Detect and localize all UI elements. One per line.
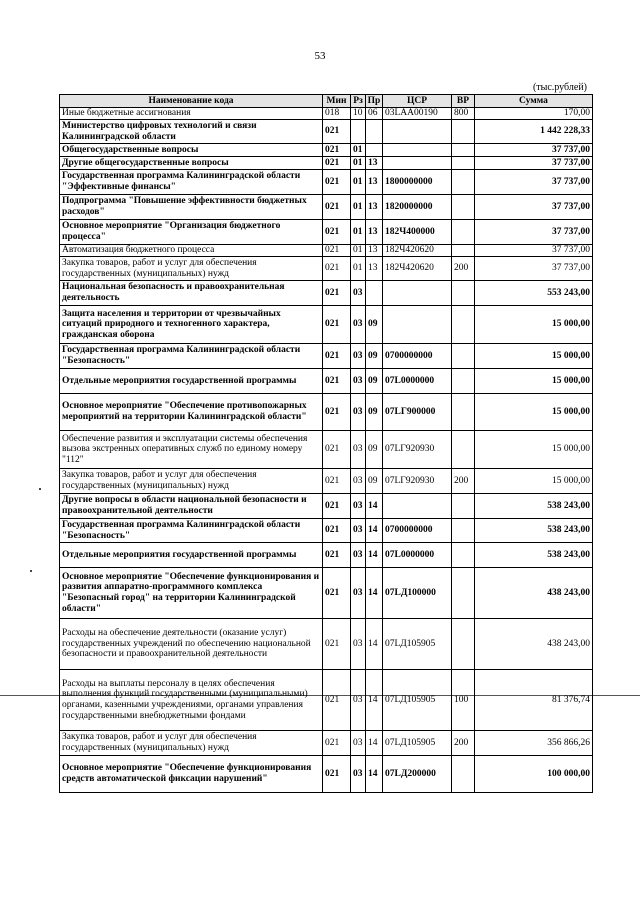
- header-name: Наименование кода: [60, 95, 323, 108]
- cell-pr: [366, 120, 383, 144]
- cell-pr: 13: [366, 245, 383, 257]
- cell-vr: [452, 157, 475, 170]
- cell-min: 021: [323, 568, 351, 619]
- cell-pr: 09: [366, 469, 383, 494]
- cell-csr: [383, 144, 452, 157]
- cell-name: Закупка товаров, работ и услуг для обеспечения государственных (муниципальных) нужд: [60, 731, 323, 756]
- cell-pr: [366, 281, 383, 306]
- cell-pr: 14: [366, 731, 383, 756]
- cell-name: Другие вопросы в области национальной безопасности и правоохранительной деятельности: [60, 494, 323, 519]
- cell-vr: [452, 195, 475, 220]
- cell-pr: 09: [366, 306, 383, 344]
- header-pr: Пр: [366, 95, 383, 108]
- table-row: [60, 157, 593, 170]
- cell-vr: 200: [452, 469, 475, 494]
- cell-rz: 03: [351, 394, 366, 431]
- cell-csr: 07LД105905: [383, 670, 452, 731]
- table-body: [60, 108, 593, 793]
- cell-csr: 182Ч420620: [383, 245, 452, 257]
- table-row: [60, 144, 593, 157]
- cell-rz: 01: [351, 195, 366, 220]
- cell-sum: 15 000,00: [475, 431, 593, 469]
- cell-name: Основное мероприятие "Обеспечение функционирования и развития аппаратно-программного комплекса "Безопасный город" на территории Калининградской области": [60, 568, 323, 619]
- cell-min: 021: [323, 245, 351, 257]
- cell-name: Расходы на обеспечение деятельности (оказание услуг) государственных учреждений по обеспечению национальной безопасности и правоохранительной деятельности: [60, 619, 323, 670]
- cell-pr: 14: [366, 670, 383, 731]
- table-row: [60, 619, 593, 670]
- cell-sum: 438 243,00: [475, 619, 593, 670]
- cell-rz: 03: [351, 369, 366, 394]
- page-number: 53: [314, 50, 326, 62]
- cell-sum: 538 243,00: [475, 519, 593, 543]
- cell-sum: 37 737,00: [475, 245, 593, 257]
- cell-pr: 13: [366, 157, 383, 170]
- table-row: [60, 731, 593, 756]
- cell-min: 021: [323, 394, 351, 431]
- cell-name: Основное мероприятие "Организация бюджетного процесса": [60, 220, 323, 245]
- cell-csr: 07LГ920930: [383, 431, 452, 469]
- cell-min: 021: [323, 494, 351, 519]
- cell-min: 021: [323, 195, 351, 220]
- cell-sum: 1 442 228,33: [475, 120, 593, 144]
- cell-rz: 03: [351, 619, 366, 670]
- cell-sum: 100 000,00: [475, 756, 593, 793]
- cell-csr: 07LГ900000: [383, 394, 452, 431]
- cell-rz: 03: [351, 568, 366, 619]
- cell-pr: 14: [366, 619, 383, 670]
- cell-name: Министерство цифровых технологий и связи Калининградской области: [60, 120, 323, 144]
- cell-sum: 15 000,00: [475, 394, 593, 431]
- header-csr: ЦСР: [383, 95, 452, 108]
- cell-name: Обеспечение развития и эксплуатации системы обеспечения вызова экстренных оперативных служб по единому номеру "112": [60, 431, 323, 469]
- table-row: [60, 344, 593, 369]
- table-header-row: [60, 95, 593, 108]
- cell-name: Отдельные мероприятия государственной программы: [60, 369, 323, 394]
- cell-vr: [452, 756, 475, 793]
- cell-csr: 0700000000: [383, 344, 452, 369]
- cell-sum: 15 000,00: [475, 306, 593, 344]
- table-row: [60, 281, 593, 306]
- units-note: (тыс.рублей): [532, 82, 587, 93]
- cell-min: 021: [323, 220, 351, 245]
- cell-vr: [452, 120, 475, 144]
- cell-min: 021: [323, 306, 351, 344]
- cell-pr: 09: [366, 344, 383, 369]
- cell-vr: 200: [452, 257, 475, 281]
- cell-name: Иные бюджетные ассигнования: [60, 108, 323, 120]
- cell-sum: 15 000,00: [475, 469, 593, 494]
- cell-min: 021: [323, 619, 351, 670]
- cell-vr: [452, 306, 475, 344]
- cell-sum: 37 737,00: [475, 157, 593, 170]
- header-sum: Сумма: [475, 95, 593, 108]
- cell-csr: [383, 494, 452, 519]
- cell-rz: [351, 120, 366, 144]
- cell-name: Автоматизация бюджетного процесса: [60, 245, 323, 257]
- cell-min: 021: [323, 369, 351, 394]
- cell-csr: 07L0000000: [383, 369, 452, 394]
- cell-vr: [452, 519, 475, 543]
- header-min: Мин: [323, 95, 351, 108]
- cell-pr: 13: [366, 257, 383, 281]
- table-row: [60, 519, 593, 543]
- cell-vr: [452, 568, 475, 619]
- cell-rz: 03: [351, 519, 366, 543]
- cell-sum: 170,00: [475, 108, 593, 120]
- cell-name: Основное мероприятие "Обеспечение функционирования средств автоматической фиксации нарушений": [60, 756, 323, 793]
- cell-rz: 03: [351, 306, 366, 344]
- cell-min: 021: [323, 157, 351, 170]
- cell-min: 021: [323, 670, 351, 731]
- cell-rz: 03: [351, 344, 366, 369]
- header-vr: ВР: [452, 95, 475, 108]
- cell-sum: 15 000,00: [475, 344, 593, 369]
- cell-vr: [452, 344, 475, 369]
- cell-name: Расходы на выплаты персоналу в целях обеспечения выполнения функций государственными (муниципальными) органами, казенными учреждениями, органами управления государственными внебюджетными фондами: [60, 670, 323, 731]
- cell-pr: 13: [366, 195, 383, 220]
- cell-pr: 14: [366, 756, 383, 793]
- cell-pr: 14: [366, 543, 383, 568]
- scan-artifact-dot: [39, 488, 41, 490]
- table-row: [60, 369, 593, 394]
- cell-rz: 03: [351, 756, 366, 793]
- table-row: [60, 568, 593, 619]
- cell-min: 021: [323, 170, 351, 195]
- cell-vr: 800: [452, 108, 475, 120]
- cell-sum: 37 737,00: [475, 170, 593, 195]
- cell-csr: 07LД105905: [383, 731, 452, 756]
- cell-vr: 100: [452, 670, 475, 731]
- cell-csr: [383, 120, 452, 144]
- cell-vr: [452, 281, 475, 306]
- cell-rz: 03: [351, 543, 366, 568]
- cell-name: Подпрограмма "Повышение эффективности бюджетных расходов": [60, 195, 323, 220]
- cell-min: 021: [323, 431, 351, 469]
- cell-rz: 03: [351, 281, 366, 306]
- cell-sum: 538 243,00: [475, 494, 593, 519]
- cell-pr: 14: [366, 568, 383, 619]
- cell-sum: 37 737,00: [475, 257, 593, 281]
- table-row: [60, 469, 593, 494]
- cell-csr: 03LAA00190: [383, 108, 452, 120]
- cell-rz: 01: [351, 170, 366, 195]
- cell-pr: 13: [366, 220, 383, 245]
- cell-vr: [452, 170, 475, 195]
- cell-rz: 01: [351, 144, 366, 157]
- cell-vr: [452, 144, 475, 157]
- table-row: [60, 120, 593, 144]
- cell-csr: 1820000000: [383, 195, 452, 220]
- cell-csr: [383, 281, 452, 306]
- table-row: [60, 257, 593, 281]
- cell-pr: 09: [366, 369, 383, 394]
- cell-min: 021: [323, 756, 351, 793]
- cell-min: 021: [323, 257, 351, 281]
- cell-rz: 01: [351, 220, 366, 245]
- cell-name: Другие общегосударственные вопросы: [60, 157, 323, 170]
- cell-sum: 15 000,00: [475, 369, 593, 394]
- cell-vr: [452, 245, 475, 257]
- cell-sum: 81 376,74: [475, 670, 593, 731]
- cell-name: Государственная программа Калининградской области "Эффективные финансы": [60, 170, 323, 195]
- cell-vr: [452, 431, 475, 469]
- cell-min: 021: [323, 281, 351, 306]
- cell-sum: 37 737,00: [475, 144, 593, 157]
- cell-sum: 37 737,00: [475, 195, 593, 220]
- table-row: [60, 108, 593, 120]
- cell-min: 018: [323, 108, 351, 120]
- cell-name: Отдельные мероприятия государственной программы: [60, 543, 323, 568]
- cell-rz: 01: [351, 245, 366, 257]
- budget-table: [59, 94, 593, 793]
- cell-min: 021: [323, 543, 351, 568]
- scan-artifact-dot: [30, 570, 32, 572]
- cell-vr: [452, 369, 475, 394]
- table-row: [60, 170, 593, 195]
- cell-min: 021: [323, 120, 351, 144]
- cell-sum: 37 737,00: [475, 220, 593, 245]
- cell-name: Закупка товаров, работ и услуг для обеспечения государственных (муниципальных) нужд: [60, 469, 323, 494]
- cell-min: 021: [323, 344, 351, 369]
- cell-name: Общегосударственные вопросы: [60, 144, 323, 157]
- table-row: [60, 494, 593, 519]
- cell-sum: 553 243,00: [475, 281, 593, 306]
- cell-rz: 01: [351, 257, 366, 281]
- cell-pr: 09: [366, 431, 383, 469]
- cell-csr: 07LД105905: [383, 619, 452, 670]
- cell-csr: [383, 157, 452, 170]
- cell-vr: 200: [452, 731, 475, 756]
- cell-rz: 03: [351, 469, 366, 494]
- cell-vr: [452, 494, 475, 519]
- cell-csr: 07L0000000: [383, 543, 452, 568]
- cell-csr: 07LД200000: [383, 756, 452, 793]
- cell-csr: 1800000000: [383, 170, 452, 195]
- cell-sum: 438 243,00: [475, 568, 593, 619]
- cell-min: 021: [323, 519, 351, 543]
- table-row: [60, 245, 593, 257]
- cell-csr: [383, 306, 452, 344]
- table-row: [60, 543, 593, 568]
- table-row: [60, 431, 593, 469]
- cell-sum: 538 243,00: [475, 543, 593, 568]
- cell-rz: 03: [351, 431, 366, 469]
- cell-rz: 03: [351, 731, 366, 756]
- header-rz: Рз: [351, 95, 366, 108]
- cell-pr: 13: [366, 170, 383, 195]
- cell-vr: [452, 619, 475, 670]
- cell-name: Основное мероприятие "Обеспечение противопожарных мероприятий на территории Калининградской области": [60, 394, 323, 431]
- table-row: [60, 306, 593, 344]
- table-row: [60, 394, 593, 431]
- cell-name: Защита населения и территории от чрезвычайных ситуаций природного и техногенного характера, гражданская оборона: [60, 306, 323, 344]
- cell-rz: 03: [351, 670, 366, 731]
- cell-rz: 01: [351, 157, 366, 170]
- table-row: [60, 220, 593, 245]
- cell-pr: 09: [366, 394, 383, 431]
- table-row: [60, 756, 593, 793]
- cell-rz: 10: [351, 108, 366, 120]
- cell-name: Национальная безопасность и правоохранительная деятельность: [60, 281, 323, 306]
- cell-name: Государственная программа Калининградской области "Безопасность": [60, 344, 323, 369]
- cell-vr: [452, 394, 475, 431]
- cell-pr: [366, 144, 383, 157]
- cell-pr: 06: [366, 108, 383, 120]
- cell-csr: 0700000000: [383, 519, 452, 543]
- cell-vr: [452, 543, 475, 568]
- cell-min: 021: [323, 731, 351, 756]
- cell-csr: 182Ч420620: [383, 257, 452, 281]
- table-row: [60, 195, 593, 220]
- cell-vr: [452, 220, 475, 245]
- cell-name: Государственная программа Калининградской области "Безопасность": [60, 519, 323, 543]
- cell-name: Закупка товаров, работ и услуг для обеспечения государственных (муниципальных) нужд: [60, 257, 323, 281]
- cell-csr: 07LГ920930: [383, 469, 452, 494]
- table-row: [60, 670, 593, 731]
- cell-csr: 182Ч400000: [383, 220, 452, 245]
- cell-csr: 07LД100000: [383, 568, 452, 619]
- cell-min: 021: [323, 144, 351, 157]
- cell-pr: 14: [366, 494, 383, 519]
- cell-min: 021: [323, 469, 351, 494]
- cell-rz: 03: [351, 494, 366, 519]
- cell-sum: 356 866,26: [475, 731, 593, 756]
- cell-pr: 14: [366, 519, 383, 543]
